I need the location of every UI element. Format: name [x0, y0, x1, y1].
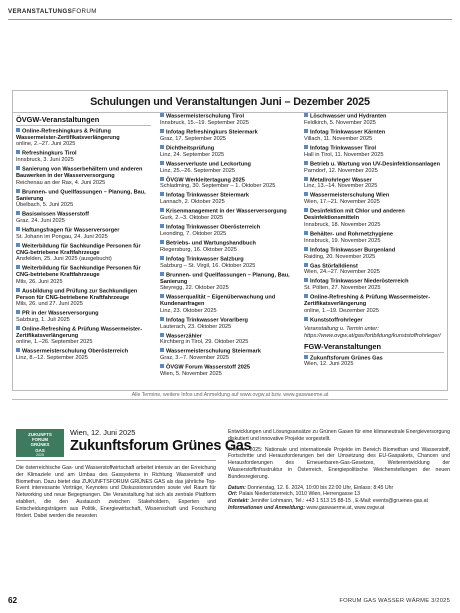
bullet-square-icon [160, 145, 164, 149]
event-item [16, 150, 151, 163]
event-meta: Linz, 13.–14. November 2025 [304, 183, 378, 190]
event-meta: Mils, 26. Juni 2025 [16, 278, 63, 285]
event-meta: Graz, 3.–7. November 2025 [160, 355, 230, 362]
event-meta: Linz, 24. September 2025 [160, 151, 225, 158]
event-title: Behälter- und Rohrnetzhygiene [304, 231, 444, 238]
event-meta: Villach, 11. November 2025 [304, 135, 373, 142]
bullet-square-icon [160, 364, 164, 368]
feature-body-right [228, 429, 450, 512]
event-item [16, 310, 151, 323]
events-footnote: Alle Termine, weitere Infos und Anmeldung auf www.ovgw.at bzw. www.gaswaerme.at [131, 392, 329, 398]
bullet-square-icon [160, 348, 164, 352]
event-title: Infotag Trinkwasser Steiermark [160, 192, 295, 199]
event-title: Wasserverluste und Leckortung [160, 161, 295, 168]
bullet-square-icon [304, 263, 308, 267]
event-meta: Feldkirch, 5. November 2025 [304, 119, 376, 126]
event-item [304, 247, 444, 260]
bullet-square-icon [16, 189, 20, 193]
event-meta: Raiding, 20. November 2025 [304, 253, 376, 260]
event-title: Wasserzähler [160, 333, 295, 340]
event-list [16, 128, 151, 362]
event-meta: Gurk, 2.–3. Oktober 2025 [160, 215, 224, 222]
bullet-square-icon [16, 326, 20, 330]
events-column-1 [16, 113, 151, 364]
event-meta: Innsbruck, 18. November 2025 [304, 221, 381, 228]
bullet-square-icon [160, 113, 164, 117]
event-title: Basiswissen Wasserstoff [16, 211, 151, 218]
event-meta: Übelbach, 5. Juni 2025 [16, 202, 74, 209]
kunststoff-note[interactable]: Veranstaltung u. Termin unter: https://www.ovgw.at/gas/fortbildung/kunststoffrohrleger/ [304, 326, 441, 339]
bullet-square-icon [16, 310, 20, 314]
event-item [160, 272, 295, 292]
event-title: Wassermeisterschulung Oberösterreich [16, 348, 151, 355]
event-item [160, 113, 295, 126]
event-item [304, 192, 444, 205]
event-title: Brunnen- und Quellfassungen – Planung, Bau, Sanierung [160, 272, 290, 285]
bullet-square-icon [160, 192, 164, 196]
event-title: Löschwasser und Hydranten [304, 113, 444, 120]
event-item [304, 355, 444, 368]
event-item [160, 177, 295, 190]
event-title: ÖVGW Forum Wasserstoff 2025 [160, 364, 295, 371]
event-item [160, 224, 295, 237]
info-line: Informationen und Anmeldung: www.gaswaerme.at, www.ovgw.at [228, 504, 385, 511]
event-meta: Salzburg – St. Virgil, 16. Oktober 2025 [160, 262, 256, 269]
event-meta: Innsbruck, 15.–19. September 2025 [160, 119, 249, 126]
event-meta: Wien, 17.–21. November 2025 [304, 199, 380, 206]
feature-title: Zukunftsforum Grünes Gas [70, 438, 252, 454]
event-item [16, 128, 151, 148]
event-item [16, 326, 151, 346]
event-item [16, 288, 151, 308]
event-title: Weiterbildung für Sachkundige Personen für CNG-betriebene Kraftfahrzeuge [16, 243, 141, 256]
bullet-square-icon [304, 129, 308, 133]
bullet-square-icon [16, 265, 20, 269]
event-item [160, 294, 295, 314]
event-title: Sanierung von Wasserbehältern und anderen Bauwerken in der Wasserversorgung [16, 166, 143, 180]
event-title: Infotag Trinkwasser Niederösterreich [304, 278, 444, 285]
event-item [304, 208, 444, 228]
feature-date: Wien, 12. Juni 2025 [70, 428, 136, 437]
bullet-square-icon [160, 177, 164, 181]
event-meta: Linz, 25.–26. September 2025 [160, 167, 235, 174]
event-title: Infotag Trinkwasser Kärnten [304, 129, 444, 136]
event-title: Dichtheitsprüfung [160, 145, 295, 152]
event-meta: Linz, 8.–12. September 2025 [16, 355, 88, 362]
event-title: Gas Störfalldienst [304, 263, 444, 270]
bullet-square-icon [16, 288, 20, 292]
bullet-square-icon [304, 208, 308, 212]
event-title: Wasserqualität – Eigenüberwachung und Kundenanfragen [160, 294, 276, 308]
feature-paragraph: Entwicklungen und Lösungsansätze zu Grünen Gasen für eine klimaneutrale Energieversorgung diskutiert und innovative Projekte vorgestellt. [228, 429, 450, 442]
event-meta: Reichenau an der Rax, 4. Juni 2025 [16, 179, 106, 186]
event-meta: Schladming, 30. September – 1. Oktober 2025 [160, 183, 276, 190]
event-meta: Wien, 24.–27. November 2025 [304, 269, 380, 276]
info-line: Datum: Donnerstag, 12. 6. 2024, 10:00 bis 22:00 Uhr, Einlass: 8:45 Uhr [228, 484, 394, 491]
bullet-square-icon [16, 243, 20, 247]
feature-body-left: Die österreichische Gas- und Wasserstoffwirtschaft arbeitet intensiv an der Erreichung der Klimaziele und am Umbau des Gassystems in Richtung Wasserstoff und Biomethan. Dazu bietet das ZUKUNFTSFORUM GRÜNES GAS als das jährliche Top-Event interessante Vorträge, Keynotes und Diskussionsrunden sowie viel Raum für Networking und neue Begegnungen. Die Veranstaltung hat sich als zentrale Plattform etabliert, die den Austausch zwischen Stakeholdern, Experten und Entscheidungsträgern aus Politik, Energiewirtschaft, Wissenschaft und Forschung fördert. Dabei werden die neuesten [16, 465, 216, 519]
info-line: Ort: Palais Niederösterreich, 1010 Wien, Herrengasse 13 [228, 491, 361, 498]
event-meta: Kirchberg in Tirol, 29. Oktober 2025 [160, 339, 249, 346]
bullet-square-icon [304, 294, 308, 298]
event-meta: Ansfelden, 25. Juni 2025 (ausgebucht) [16, 256, 112, 263]
bullet-square-icon [160, 208, 164, 212]
bullet-square-icon [304, 161, 308, 165]
event-meta: Wien, 5. November 2025 [160, 371, 222, 378]
publication-name: FORUM GAS WASSER WÄRME 3/2025 [339, 598, 450, 604]
event-title: Online-Refreshing & Prüfung Wassermeister-Zertifikatsverlängerung [16, 326, 143, 339]
event-meta: Wien, 12. Juni 2025 [304, 361, 354, 368]
event-item [16, 243, 151, 263]
event-title: Metallrohrleger Wasser [304, 177, 444, 184]
event-title: Desinfektion mit Chlor und anderen Desinfektionsmitteln [304, 208, 405, 222]
event-meta: Parndorf, 12. November 2025 [304, 167, 378, 174]
bullet-square-icon [160, 272, 164, 276]
category-heading: FGW-Veranstaltungen [304, 342, 444, 353]
event-title: Zukunftsforum Grünes Gas [304, 355, 444, 362]
feature-divider [16, 460, 216, 461]
event-title: Infotag Trinkwasser Salzburg [160, 256, 295, 263]
bullet-square-icon [160, 256, 164, 260]
events-column-3 [304, 113, 444, 370]
event-meta: Lannach, 2. Oktober 2025 [160, 199, 225, 206]
event-meta: Graz, 24. Juni 2025 [16, 217, 65, 224]
event-title: Krisenmanagement in der Wasserversorgung [160, 208, 295, 215]
event-title: Weiterbildung für Sachkundige Personen für CNG-betriebene Kraftfahrzeuge [16, 265, 141, 279]
event-title: Infotag Refreshingkurs Steiermark [160, 129, 295, 136]
event-item [160, 256, 295, 269]
bullet-square-icon [16, 348, 20, 352]
event-item [16, 189, 151, 209]
event-title: Infotag Trinkwasser Oberösterreich [160, 224, 295, 231]
bullet-square-icon [160, 161, 164, 165]
event-title: PR in der Wasserversorgung [16, 310, 151, 317]
event-item [160, 192, 295, 205]
event-item [304, 317, 444, 324]
event-item [16, 265, 151, 285]
event-item [304, 145, 444, 158]
event-title: Infotag Trinkwasser Burgenland [304, 247, 444, 254]
event-list [160, 113, 295, 378]
bullet-square-icon [304, 317, 308, 321]
info-line: Kontakt: Jennifer Lohmann, Tel.: +43 1 513 15 88-15 , E-Mail: events@gruenes-gas.at [228, 498, 428, 505]
event-meta: St. Pölten, 27. November 2025 [304, 285, 381, 292]
bullet-square-icon [16, 128, 20, 132]
event-list [304, 113, 444, 324]
section-header: VERANSTALTUNGSFORUM [8, 8, 97, 15]
event-meta: online, 2.–27. Juni 2025 [16, 141, 76, 148]
event-item [160, 145, 295, 158]
event-item [160, 161, 295, 174]
event-item [304, 113, 444, 126]
bullet-square-icon [304, 247, 308, 251]
category-heading: ÖVGW-Veranstaltungen [16, 115, 151, 126]
event-title: Wassermeisterschulung Steiermark [160, 348, 295, 355]
event-meta: Innsbruck, 3. Juni 2025 [16, 157, 74, 164]
event-item [160, 348, 295, 361]
event-item [160, 208, 295, 221]
bullet-square-icon [304, 192, 308, 196]
bullet-square-icon [160, 129, 164, 133]
event-title: Online-Refreshing & Prüfung Wassermeister-Zertifikatsverlängerung [304, 294, 431, 308]
event-title: Brunnen- und Quellfassungen – Planung, Bau, Sanierung [16, 189, 146, 202]
bullet-square-icon [304, 145, 308, 149]
event-item [16, 227, 151, 240]
bullet-square-icon [160, 240, 164, 244]
bullet-square-icon [16, 166, 20, 170]
zukunftsforum-logo: ZUKUNFTS FORUM GRÜNES GAS 2025 [16, 429, 64, 457]
event-meta: online, 1.–26. September 2025 [16, 339, 93, 346]
event-meta: Mils, 26. und 27. Juni 2025 [16, 301, 83, 308]
bullet-square-icon [16, 227, 20, 231]
event-title: Ausbildung und Prüfung zur Sachkundigen Person für CNG-betriebene Kraftfahrzeuge [16, 288, 138, 301]
bullet-square-icon [16, 150, 20, 154]
event-item [304, 263, 444, 276]
event-item [304, 278, 444, 291]
event-meta: Hall in Tirol, 11. November 2025 [304, 151, 384, 158]
bullet-square-icon [304, 278, 308, 282]
event-title: Online-Refreshingkurs & Prüfung Wassermeister-Zertifikatsverlängerung [16, 128, 120, 141]
event-item [160, 364, 295, 377]
bullet-square-icon [160, 333, 164, 337]
event-meta: online, 1.–19. Dezember 2025 [304, 307, 379, 314]
header-divider [8, 19, 452, 20]
event-meta: Linz, 23. Oktober 2025 [160, 307, 217, 314]
bullet-square-icon [160, 224, 164, 228]
feature-paragraph: Themen 2025: Nationale und internationale Projekte im Bereich Biomethan und Wasserstoff, Fortschritte und Herausforderungen bei der Umsetzung des EU-Gaspakets, Chancen und Herausforderungen des Erneuerbaren-Gas-Gesetzes, Weiterentwicklung der Wasserstoffinfrastruktur in Österreich, Energiepolitische Weichenstellungen der neuen Bundesregierung. [228, 446, 450, 480]
event-title: Infotag Trinkwasser Vorarlberg [160, 317, 295, 324]
feature-info [228, 485, 450, 512]
event-item [160, 333, 295, 346]
event-meta: Lauterach, 23. Oktober 2025 [160, 323, 232, 330]
event-item [160, 129, 295, 142]
event-item [304, 177, 444, 190]
event-title: Wassermeisterschulung Tirol [160, 113, 295, 120]
event-title: Refreshingkurs Tirol [16, 150, 151, 157]
event-meta: Riegersburg, 16. Oktober 2025 [160, 247, 237, 254]
event-meta: Graz, 17. September 2025 [160, 135, 226, 142]
event-meta: Leonding, 7. Oktober 2025 [160, 231, 227, 238]
event-list [304, 355, 444, 368]
bullet-square-icon [304, 177, 308, 181]
footnote-divider [12, 399, 448, 400]
event-title: Infotag Trinkwasser Tirol [304, 145, 444, 152]
events-column-2 [160, 113, 295, 380]
events-title: Schulungen und Veranstaltungen Juni – Dezember 2025 [90, 96, 370, 108]
page-number: 62 [8, 596, 18, 605]
event-item [16, 166, 151, 186]
bullet-square-icon [160, 294, 164, 298]
event-meta: Salzburg, 1. Juli 2025 [16, 316, 70, 323]
event-item [16, 348, 151, 361]
event-meta: Innsbruck, 19. November 2025 [304, 237, 381, 244]
event-title: Haftungsfragen für Wasserversorger [16, 227, 151, 234]
event-title: Betriebs- und Wartungshandbuch [160, 240, 295, 247]
event-title: Kunststoffrohrleger [304, 317, 444, 324]
event-item [304, 231, 444, 244]
event-item [304, 129, 444, 142]
bullet-square-icon [304, 113, 308, 117]
bullet-square-icon [304, 231, 308, 235]
event-item [160, 240, 295, 253]
event-item [304, 161, 444, 174]
bullet-square-icon [16, 211, 20, 215]
event-meta: St. Johann im Pongau, 24. Juni 2025 [16, 233, 108, 240]
event-item [304, 294, 444, 314]
event-item [16, 211, 151, 224]
event-title: ÖVGW Werkleitertagung 2025 [160, 177, 295, 184]
event-title: Betrieb u. Wartung von UV-Desinfektionsanlagen [304, 161, 444, 168]
bullet-square-icon [160, 317, 164, 321]
event-meta: Steyregg, 22. Oktober 2025 [160, 285, 229, 292]
event-title: Wassermeisterschulung Wien [304, 192, 444, 199]
event-item [160, 317, 295, 330]
bullet-square-icon [304, 355, 308, 359]
